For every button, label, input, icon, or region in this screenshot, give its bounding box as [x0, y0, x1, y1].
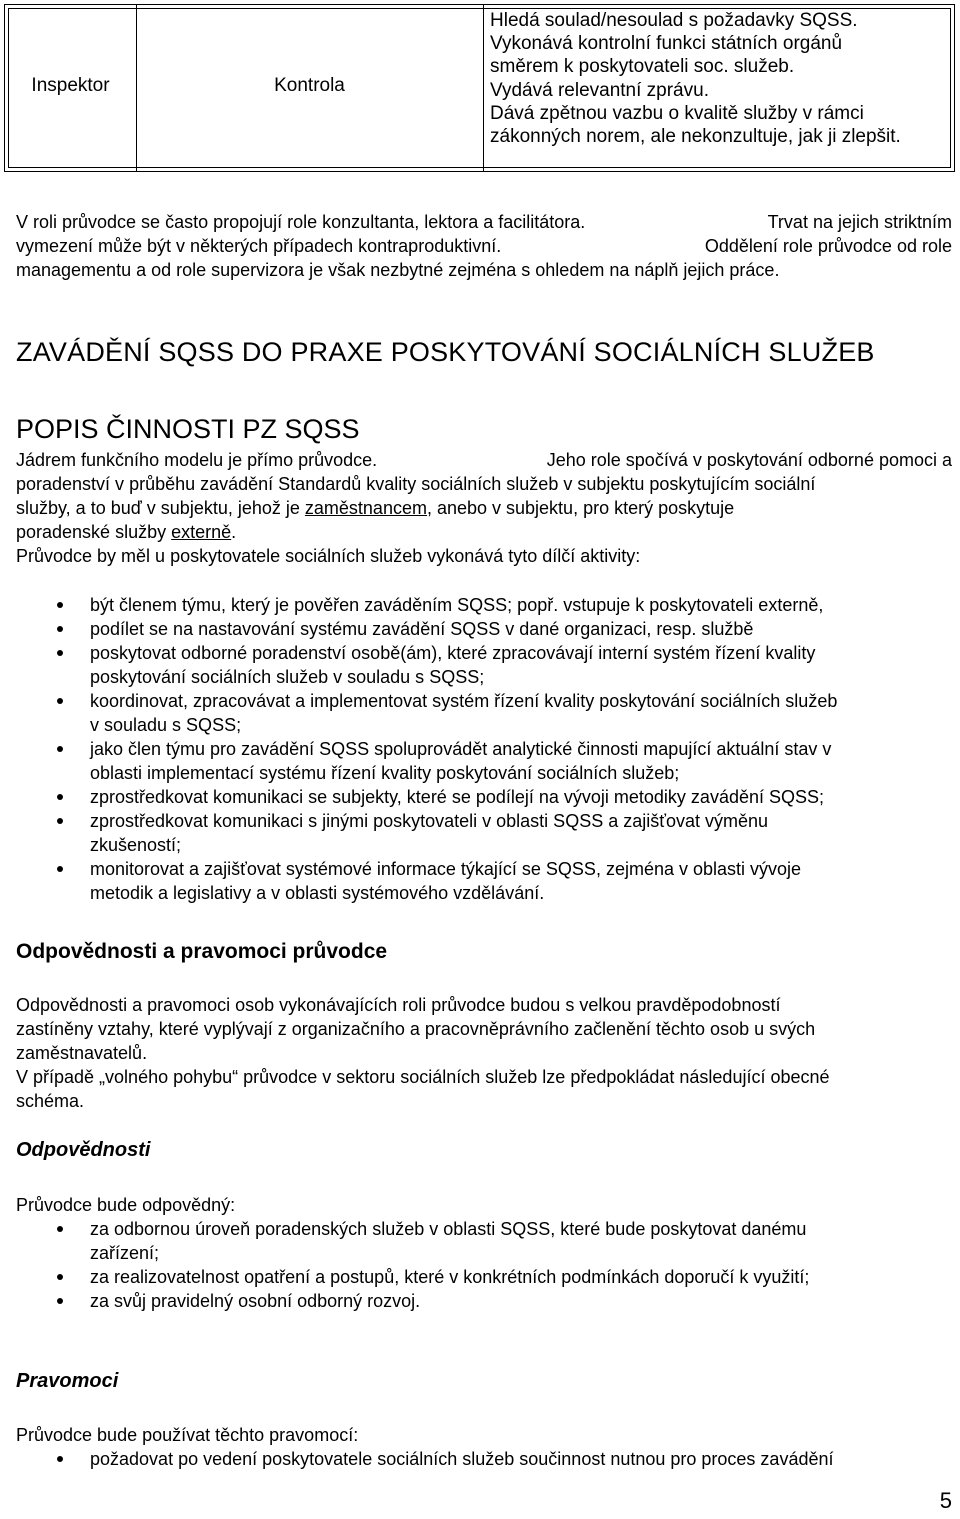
list-item: za realizovatelnost opatření a postupů, které v konkrétních podmínkách doporučí k využití; [16, 1265, 956, 1289]
odp-prav-paragraph [16, 993, 952, 1113]
underlined-term: externě [171, 522, 232, 542]
bullet-icon [57, 1298, 63, 1304]
bullet-icon [57, 794, 63, 800]
list-item: požadovat po vedení poskytovatele sociálních služeb součinnost nutnou pro proces zavádění [16, 1447, 956, 1471]
paragraph-line: služby, a to buď v subjektu, jehož je zaměstnancem, anebo v subjektu, pro který poskytuje [16, 498, 735, 518]
table-cell-description [490, 9, 940, 148]
subsection-heading: Pravomoci [16, 1370, 119, 1392]
responsibilities-list [16, 1217, 956, 1313]
table-cell-role: Inspektor [31, 75, 110, 96]
list-item: zprostředkovat komunikaci se subjekty, které se podílejí na vývoji metodiky zavádění SQSS; [16, 785, 956, 809]
table-column-divider [483, 5, 484, 171]
list-item: zprostředkovat komunikaci s jinými poskytovateli v oblasti SQSS a zajišťovat výměnu zkušeností; [16, 809, 956, 857]
bullet-icon [57, 866, 63, 872]
section-heading: ZAVÁDĚNÍ SQSS DO PRAXE POSKYTOVÁNÍ SOCIÁLNÍCH SLUŽEB [16, 337, 875, 367]
underlined-term: zaměstnancem [304, 498, 427, 518]
section-heading: Odpovědnosti a pravomoci průvodce [16, 940, 388, 963]
list-item: za odbornou úroveň poradenských služeb v oblasti SQSS, které bude poskytovat danému zařízení; [16, 1217, 956, 1265]
paragraph-line: Odpovědnosti a pravomoci osob vykonávajících roli průvodce budou s velkou pravděpodobností [16, 995, 781, 1015]
list-item: poskytovat odborné poradenství osobě(ám), které zpracovávají interní systém řízení kvality poskytování sociálních služeb v souladu s SQSS; [16, 641, 956, 689]
description-line: Vydává relevantní zprávu. [490, 79, 709, 101]
description-line: Dává zpětnou vazbu o kvalitě služby v rámci [490, 102, 864, 124]
paragraph-line: poradenství v průběhu zavádění Standardů kvality sociálních služeb v subjektu poskytujícím sociální [16, 474, 816, 494]
activities-list [16, 593, 956, 905]
list-item: být členem týmu, který je pověřen zaváděním SQSS; popř. vstupuje k poskytovateli externě, [16, 593, 956, 617]
bullet-icon [57, 698, 63, 704]
description-line: Hledá soulad/nesoulad s požadavky SQSS. [490, 10, 858, 31]
description-line: Vykonává kontrolní funkci státních orgánů [490, 33, 843, 55]
bullet-icon [57, 1226, 63, 1232]
description-line: směrem k poskytovateli soc. služeb. [490, 56, 795, 78]
paragraph-line: Průvodce by měl u poskytovatele sociálních služeb vykonává tyto dílčí aktivity: [16, 546, 641, 566]
table-cell-activity: Kontrola [274, 75, 345, 96]
subsection-heading: Odpovědnosti [16, 1139, 151, 1161]
list-item: jako člen týmu pro zavádění SQSS spoluprovádět analytické činnosti mapující aktuální stav v oblasti implementací systému řízení kvality poskytování sociálních služeb; [16, 737, 956, 785]
bullet-icon [57, 650, 63, 656]
paragraph-line: V roli průvodce se často propojují role konzultanta, lektora a facilitátora. Trvat na jejich striktním [16, 212, 952, 232]
powers-list [16, 1447, 956, 1471]
bullet-icon [57, 602, 63, 608]
odp-intro: Průvodce bude odpovědný: [16, 1195, 236, 1215]
intro-paragraph [16, 210, 952, 282]
role-table [4, 4, 955, 172]
paragraph-line: vymezení může být v některých případech kontraproduktivní. Oddělení role průvodce od role [16, 236, 952, 256]
bullet-icon [57, 1274, 63, 1280]
paragraph-line: managementu a od role supervizora je však nezbytné zejména s ohledem na náplň jejich práce. [16, 260, 780, 280]
paragraph-line: poradenské služby externě. [16, 522, 237, 542]
paragraph-line: zastíněny vztahy, které vyplývají z organizačního a pracovněprávního začlenění těchto osob u svých [16, 1019, 816, 1039]
list-item: za svůj pravidelný osobní odborný rozvoj. [16, 1289, 956, 1313]
prav-intro: Průvodce bude používat těchto pravomocí: [16, 1425, 359, 1445]
paragraph-line: schéma. [16, 1091, 85, 1111]
popis-paragraph [16, 448, 952, 568]
bullet-icon [57, 626, 63, 632]
list-item: podílet se na nastavování systému zavádění SQSS v dané organizaci, resp. službě [16, 617, 956, 641]
bullet-icon [57, 1456, 63, 1462]
subsection-heading: POPIS ČINNOSTI PZ SQSS [16, 414, 360, 444]
list-item: monitorovat a zajišťovat systémové informace týkající se SQSS, zejména v oblasti vývoje metodik a legislativy a v oblasti systémového vzdělávání. [16, 857, 956, 905]
list-item: koordinovat, zpracovávat a implementovat systém řízení kvality poskytování sociálních služeb v souladu s SQSS; [16, 689, 956, 737]
bullet-icon [57, 818, 63, 824]
bullet-icon [57, 746, 63, 752]
page-number: 5 [939, 1488, 952, 1513]
paragraph-line: V případě „volného pohybu“ průvodce v sektoru sociálních služeb lze předpokládat následující obecné [16, 1067, 830, 1087]
paragraph-line: zaměstnavatelů. [16, 1043, 148, 1063]
description-line: zákonných norem, ale nekonzultuje, jak ji zlepšit. [490, 126, 901, 148]
paragraph-line: Jádrem funkčního modelu je přímo průvodce. Jeho role spočívá v poskytování odborné pomoci a [16, 450, 952, 470]
